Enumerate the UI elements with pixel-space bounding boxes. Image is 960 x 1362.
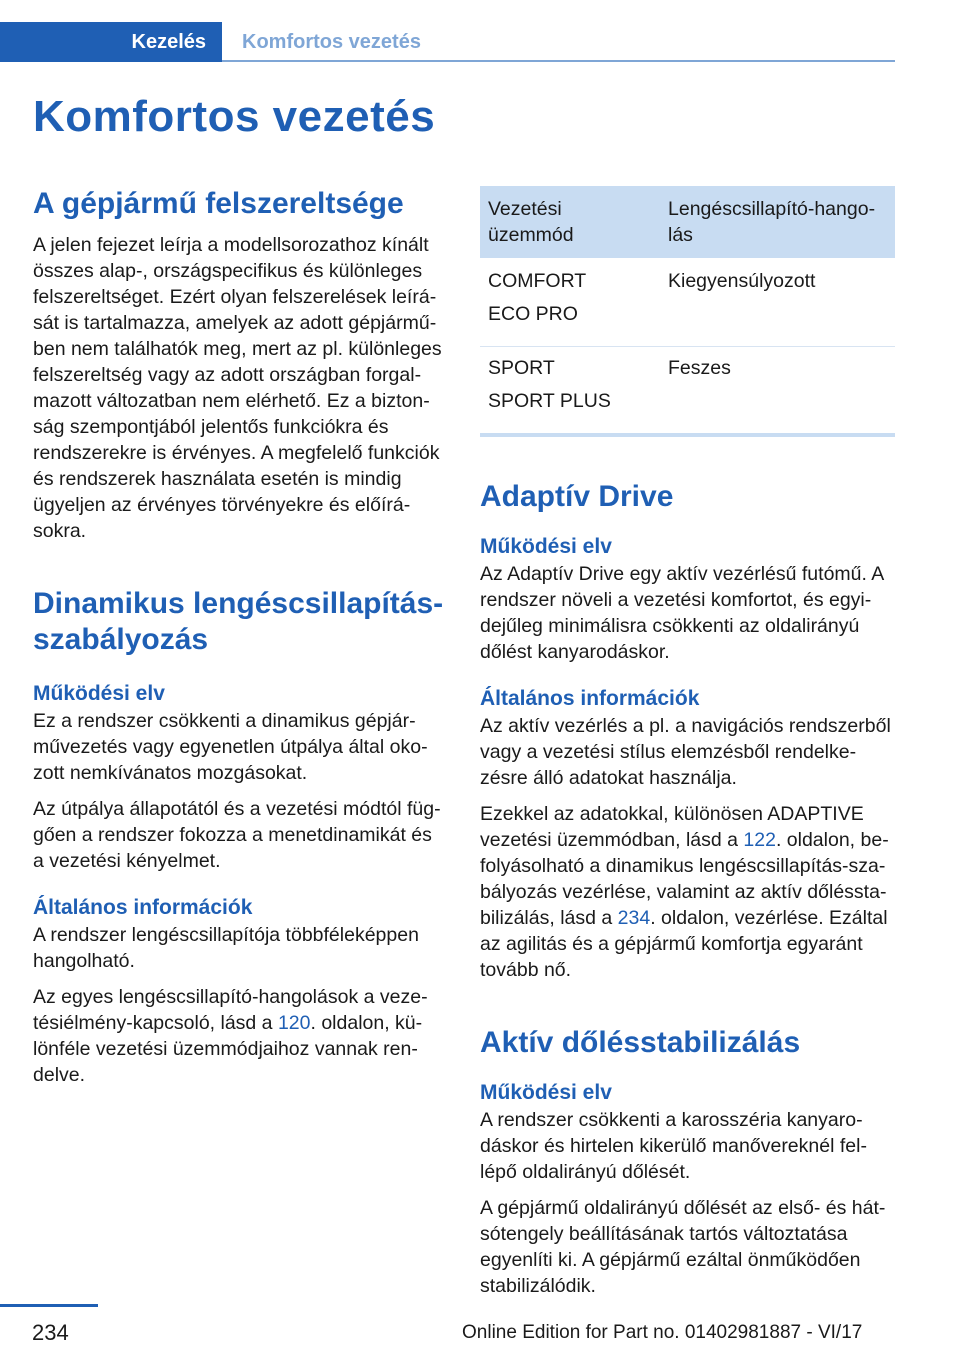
chapter-header (0, 22, 895, 62)
dynamic-general-p1: A rendszer lengéscsillapítója többféleképpen hangolható. (33, 924, 419, 972)
table-header-mode: Vezetési üzemmód (480, 186, 660, 259)
page-number: 234 (32, 1320, 69, 1345)
table-row (480, 347, 895, 436)
roll-stabilization-heading: Aktív dőlésstabilizálás (480, 1026, 801, 1059)
dynamic-damping-heading: Dinamikus lengéscsillapításszabályozás (33, 587, 444, 656)
table-cell-setting: Feszes (660, 347, 895, 436)
table-header-tuning: Lengéscsillapító-hangolás (660, 186, 895, 259)
adaptive-general-p2-text-a: Ezekkel az adatokkal, különösen ADAPTIVE vezetési üzemmódban, lásd a (480, 803, 864, 851)
dynamic-general-heading: Általános információk (33, 896, 253, 919)
left-column (33, 186, 448, 1088)
adaptive-general-p2-text-c: . oldalon, vezérlése. Ezáltal az agilitás és a gépjármű komfortja egyaránt tovább nő. (480, 907, 888, 981)
table-row (480, 259, 895, 347)
roll-principle-p2: A gépjármű oldalirányú dőlését az első- és hátsótengely beállításának tartós változtatása egyenlíti ki. A gépjármű ezáltal önműködően stabilizálódik. (480, 1197, 886, 1297)
dynamic-principle-heading: Működési elv (33, 682, 165, 705)
mode-comfort: COMFORT (488, 270, 587, 292)
page-link-120[interactable]: 120 (277, 1012, 311, 1034)
page-title: Komfortos vezetés (33, 92, 436, 141)
mode-sport-plus: SPORT PLUS (488, 390, 611, 412)
edition-note: Online Edition for Part no. 01402981887 - VI/17 (462, 1322, 863, 1343)
mode-eco-pro: ECO PRO (488, 303, 578, 325)
table-cell-setting: Kiegyensúlyozott (660, 259, 895, 347)
mode-sport: SPORT (488, 357, 555, 379)
dynamic-general-p2 (33, 984, 448, 1088)
table-cell-mode (480, 259, 660, 347)
chapter-tab[interactable]: Kezelés (0, 22, 222, 62)
adaptive-general-p2 (480, 801, 895, 983)
roll-principle-p1: A rendszer csökkenti a karosszéria kanyarodáskor és hirtelen kikerülő manővereknél fellépő oldalirányú dőlését. (480, 1109, 867, 1183)
section-breadcrumb[interactable]: Komfortos vezetés (242, 30, 421, 53)
page-link-122[interactable]: 122 (743, 829, 776, 851)
table-header-row (480, 186, 895, 259)
dynamic-general-p2-text-a: Az egyes lengéscsillapító-hangolások a vezetésiélmény-kapcsoló, lásd a (33, 986, 428, 1034)
dynamic-general-p2-text-b: . oldalon, különféle vezetési üzemmódjaihoz vannak rendelve. (33, 1012, 423, 1086)
dynamic-principle-p1: Ez a rendszer csökkenti a dinamikus gépjárművezetés vagy egyenetlen útpálya által okozott nemkívánatos mozgásokat. (33, 710, 428, 784)
roll-principle-heading: Működési elv (480, 1081, 612, 1104)
equipment-body: A jelen fejezet leírja a modellsorozathoz kínált összes alap-, országspecifikus és különleges felszereltséget. Ezért olyan felszerelések leírását is tartalmazza, amelyek az adott gépjárműben nem találhatók meg, mert az pl. különleges felszereltség vagy az adott országban forgalmazott változatban nem elérhető. Ez a biztonság szempontjából jelentős funkciókra és rendszerekre is érvényes. A megfelelő funkciók és rendszerek használata esetén is mindig ügyeljen az érvényes törvényekre és előírásokra. (33, 234, 442, 542)
adaptive-general-heading: Általános információk (480, 687, 700, 710)
page-link-234[interactable]: 234 (617, 907, 651, 929)
table-cell-mode (480, 347, 660, 436)
adaptive-general-p2-text-b: . oldalon, befolyásolható a dinamikus lengéscsillapítás-szabályozás vezérlése, valamint az aktív dőlésstabilizálás, lásd a (480, 829, 889, 929)
adaptive-drive-heading: Adaptív Drive (480, 480, 674, 513)
right-column (480, 186, 895, 1299)
header-rule (222, 60, 895, 62)
adaptive-general-p1: Az aktív vezérlés a pl. a navigációs rendszerből vagy a vezetési stílus elemzésből rendelkezésre álló adatokat használja. (480, 715, 891, 789)
dynamic-principle-p2: Az útpálya állapotától és a vezetési módtól függően a rendszer fokozza a menetdinamikát és a vezetési kényelmet. (33, 798, 441, 872)
adaptive-principle-p1: Az Adaptív Drive egy aktív vezérlésű futómű. A rendszer növeli a vezetési komfortot, és egyidejűleg minimálisra csökkenti az oldalirányú dőlést kanyarodáskor. (480, 563, 884, 663)
adaptive-principle-heading: Működési elv (480, 535, 612, 558)
damping-table (480, 186, 895, 437)
equipment-heading: A gépjármű felszereltsége (33, 187, 404, 220)
footer-rule (0, 1304, 98, 1307)
